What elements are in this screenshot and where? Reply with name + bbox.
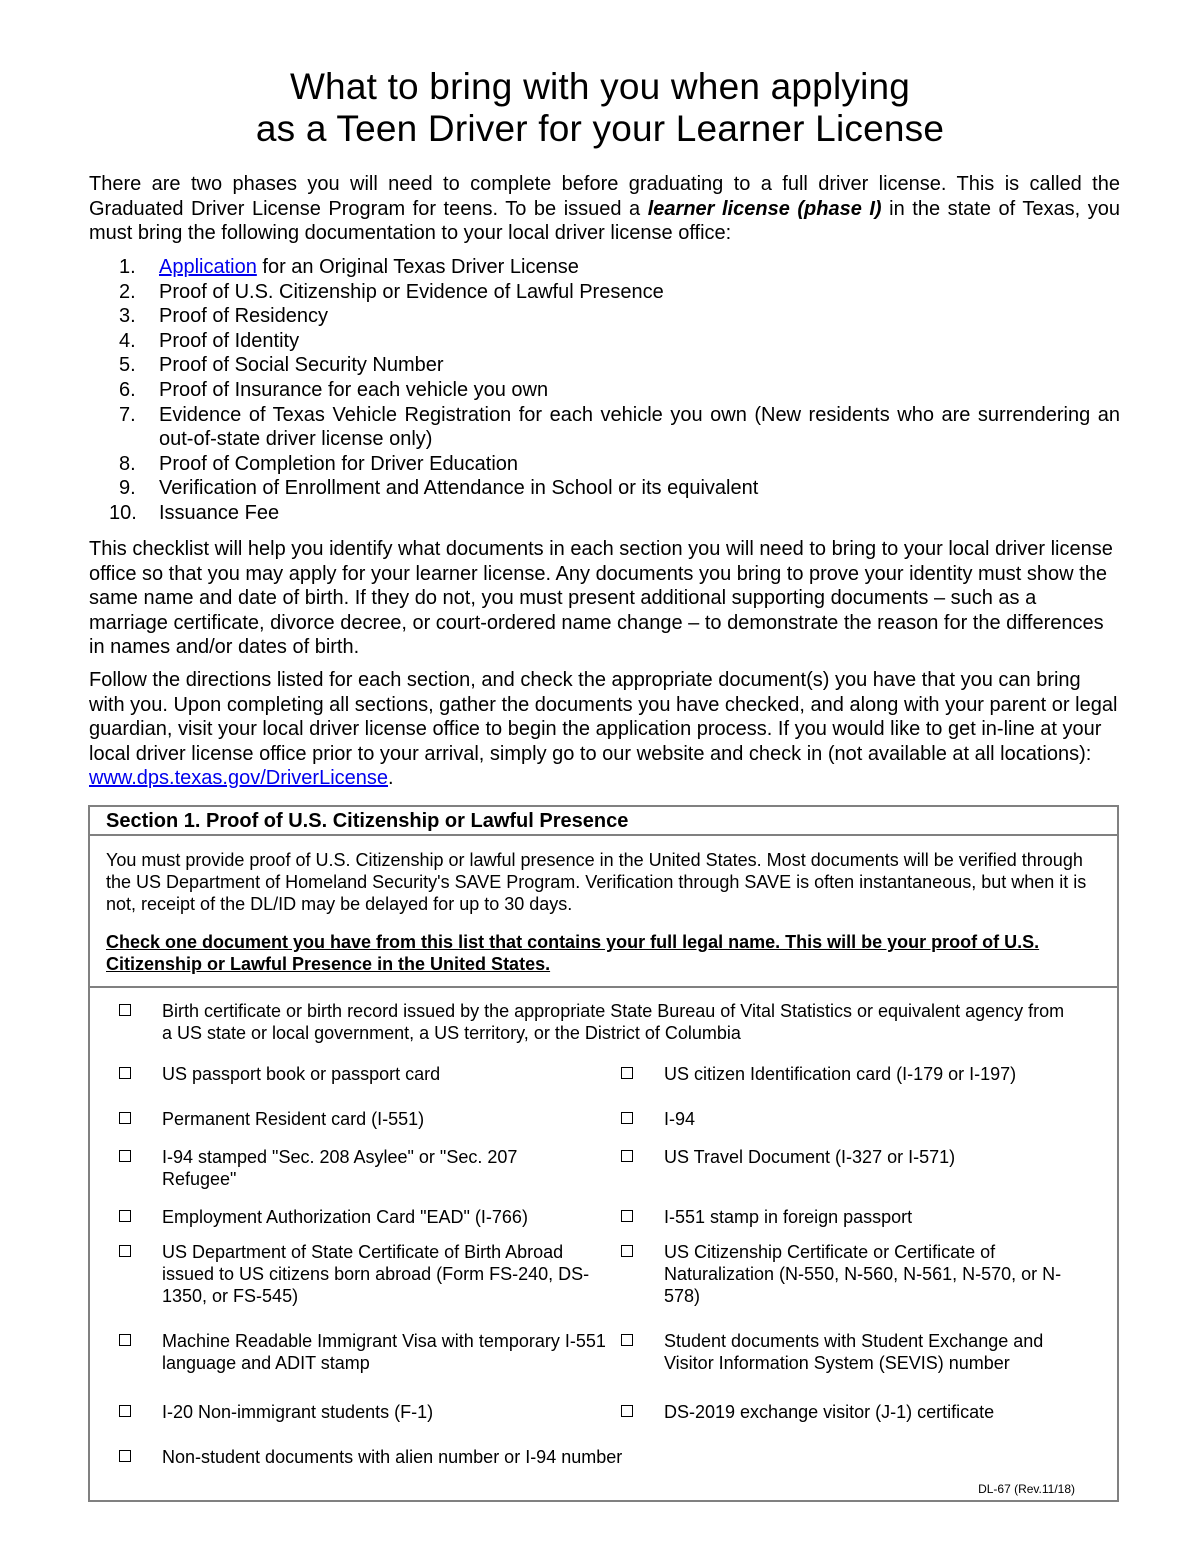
option-us-passport: US passport book or passport card — [119, 1063, 589, 1085]
option-i20: I-20 Non-immigrant students (F-1) — [119, 1401, 589, 1423]
option-immigrant-visa: Machine Readable Immigrant Visa with temporary I-551 language and ADIT stamp — [119, 1330, 609, 1374]
checkbox[interactable] — [621, 1210, 633, 1222]
checkbox[interactable] — [621, 1150, 633, 1162]
list-item: 9. Verification of Enrollment and Attendance in School or its equivalent — [119, 477, 759, 500]
list-item: 1. Application for an Original Texas Driver License — [119, 256, 579, 278]
list-item: 10. Issuance Fee — [109, 501, 280, 524]
option-us-travel-document: US Travel Document (I-327 or I-571) — [621, 1146, 1091, 1168]
checkbox[interactable] — [621, 1112, 633, 1124]
option-i94: I-94 — [621, 1108, 1091, 1130]
checkbox[interactable] — [621, 1067, 633, 1079]
checkbox[interactable] — [119, 1210, 131, 1222]
list-item: 7. Evidence of Texas Vehicle Registration for each vehicle you own (New residents who are surrendering an out-of-state driver license only) — [119, 403, 1120, 451]
checkbox[interactable] — [119, 1405, 131, 1417]
checklist-paragraph: This checklist will help you identify what documents in each section you will need to bring to your local driver license office so that you may apply for your learner license. Any documents you bring to prove your identity must show the same name and date of birth. If they do not, you must present additional supporting documents – such as a marriage certificate, divorce decree, or court-ordered name change – to demonstrate the reason for the differences in names and/or dates of birth. — [89, 538, 1113, 658]
option-ds2019: DS-2019 exchange visitor (J-1) certificate — [621, 1401, 1091, 1423]
list-item: 4. Proof of Identity — [119, 329, 300, 352]
checkbox[interactable] — [119, 1450, 131, 1462]
option-certificate-of-birth-abroad: US Department of State Certificate of Birth Abroad issued to US citizens born abroad (Form FS-240, DS-1350, or FS-545) — [119, 1241, 594, 1307]
form-code: DL-67 (Rev.11/18) — [978, 1482, 1075, 1496]
option-citizenship-certificate: US Citizenship Certificate or Certificate of Naturalization (N-550, N-560, N-561, N-570, or N-578) — [621, 1241, 1081, 1307]
section-1-intro: You must provide proof of U.S. Citizenship or lawful presence in the United States. Most documents will be verified through the US Department of Homeland Security's SAVE Program. Verification through SAVE is often instantaneous, but when it is not, receipt of the DL/ID may be delayed for up to 30 days. — [106, 850, 1087, 914]
intro-emphasis: learner license (phase I) — [647, 197, 882, 220]
checkbox[interactable] — [621, 1405, 633, 1417]
checkbox[interactable] — [621, 1245, 633, 1257]
list-item: 5. Proof of Social Security Number — [119, 354, 444, 377]
section-1-instruction: Check one document you have from this list that contains your full legal name. This will be your proof of U.S. Citizenship or Lawful Presence in the United States. — [106, 932, 1040, 974]
intro-text-1: There are two phases you will need to complete before graduating to a full driver license. This is called the Graduated Driver License Program for teens. To be issued a — [89, 173, 1120, 220]
section-1-header — [90, 807, 1117, 836]
title-line-2: as a Teen Driver for your Learner License — [255, 108, 945, 149]
list-item: 6. Proof of Insurance for each vehicle you own — [119, 378, 549, 401]
option-sevis-student-documents: Student documents with Student Exchange and Visitor Information System (SEVIS) number — [621, 1330, 1091, 1374]
option-i551-stamp: I-551 stamp in foreign passport — [621, 1206, 1091, 1228]
checkbox[interactable] — [119, 1112, 131, 1124]
checkbox[interactable] — [119, 1334, 131, 1346]
directions-paragraph: Follow the directions listed for each section, and check the appropriate document(s) you have that you can bring with you. Upon completing all sections, gather the documents you have checked, and along with your parent or legal guardian, visit your local driver license office to begin the application process. If you would like to get in-line at your local driver license office prior to your arrival, simply go to our website and check in (not available at all locations): www.dps.texas.gov/DriverLicense. — [89, 669, 1118, 789]
checkbox[interactable] — [621, 1334, 633, 1346]
option-ead-card: Employment Authorization Card "EAD" (I-766) — [119, 1206, 589, 1228]
list-item: 3. Proof of Residency — [119, 305, 328, 328]
option-permanent-resident-card: Permanent Resident card (I-551) — [119, 1108, 589, 1130]
page-title — [0, 66, 1200, 150]
intro-paragraph — [89, 172, 1120, 246]
list-item: 8. Proof of Completion for Driver Education — [119, 452, 519, 475]
option-us-citizen-id-card: US citizen Identification card (I-179 or I-197) — [621, 1063, 1091, 1085]
option-i94-stamped: I-94 stamped "Sec. 208 Asylee" or "Sec. 207 Refugee" — [119, 1146, 559, 1190]
intro-text-2: in the state of Texas, you must bring the following documentation to your local driver license office: — [89, 197, 1120, 244]
option-birth-certificate: Birth certificate or birth record issued by the appropriate State Bureau of Vital Statistics or equivalent agency from a US state or local government, a US territory, or the District of Columbia — [119, 1000, 1079, 1044]
checkbox[interactable] — [119, 1067, 131, 1079]
section-divider — [90, 986, 1117, 988]
option-non-student-documents: Non-student documents with alien number or I-94 number — [119, 1446, 819, 1468]
checkbox[interactable] — [119, 1245, 131, 1257]
application-link[interactable]: Application — [159, 256, 257, 278]
list-item: 2. Proof of U.S. Citizenship or Evidence of Lawful Presence — [119, 280, 664, 303]
checkbox[interactable] — [119, 1150, 131, 1162]
title-line-1: What to bring with you when applying — [289, 66, 911, 107]
section-1-title: Section 1. Proof of U.S. Citizenship or Lawful Presence — [106, 810, 629, 832]
requirements-list — [89, 255, 1120, 526]
dps-website-link[interactable]: www.dps.texas.gov/DriverLicense — [89, 767, 389, 789]
section-1-box — [88, 805, 1119, 1502]
checkbox[interactable] — [119, 1004, 131, 1016]
